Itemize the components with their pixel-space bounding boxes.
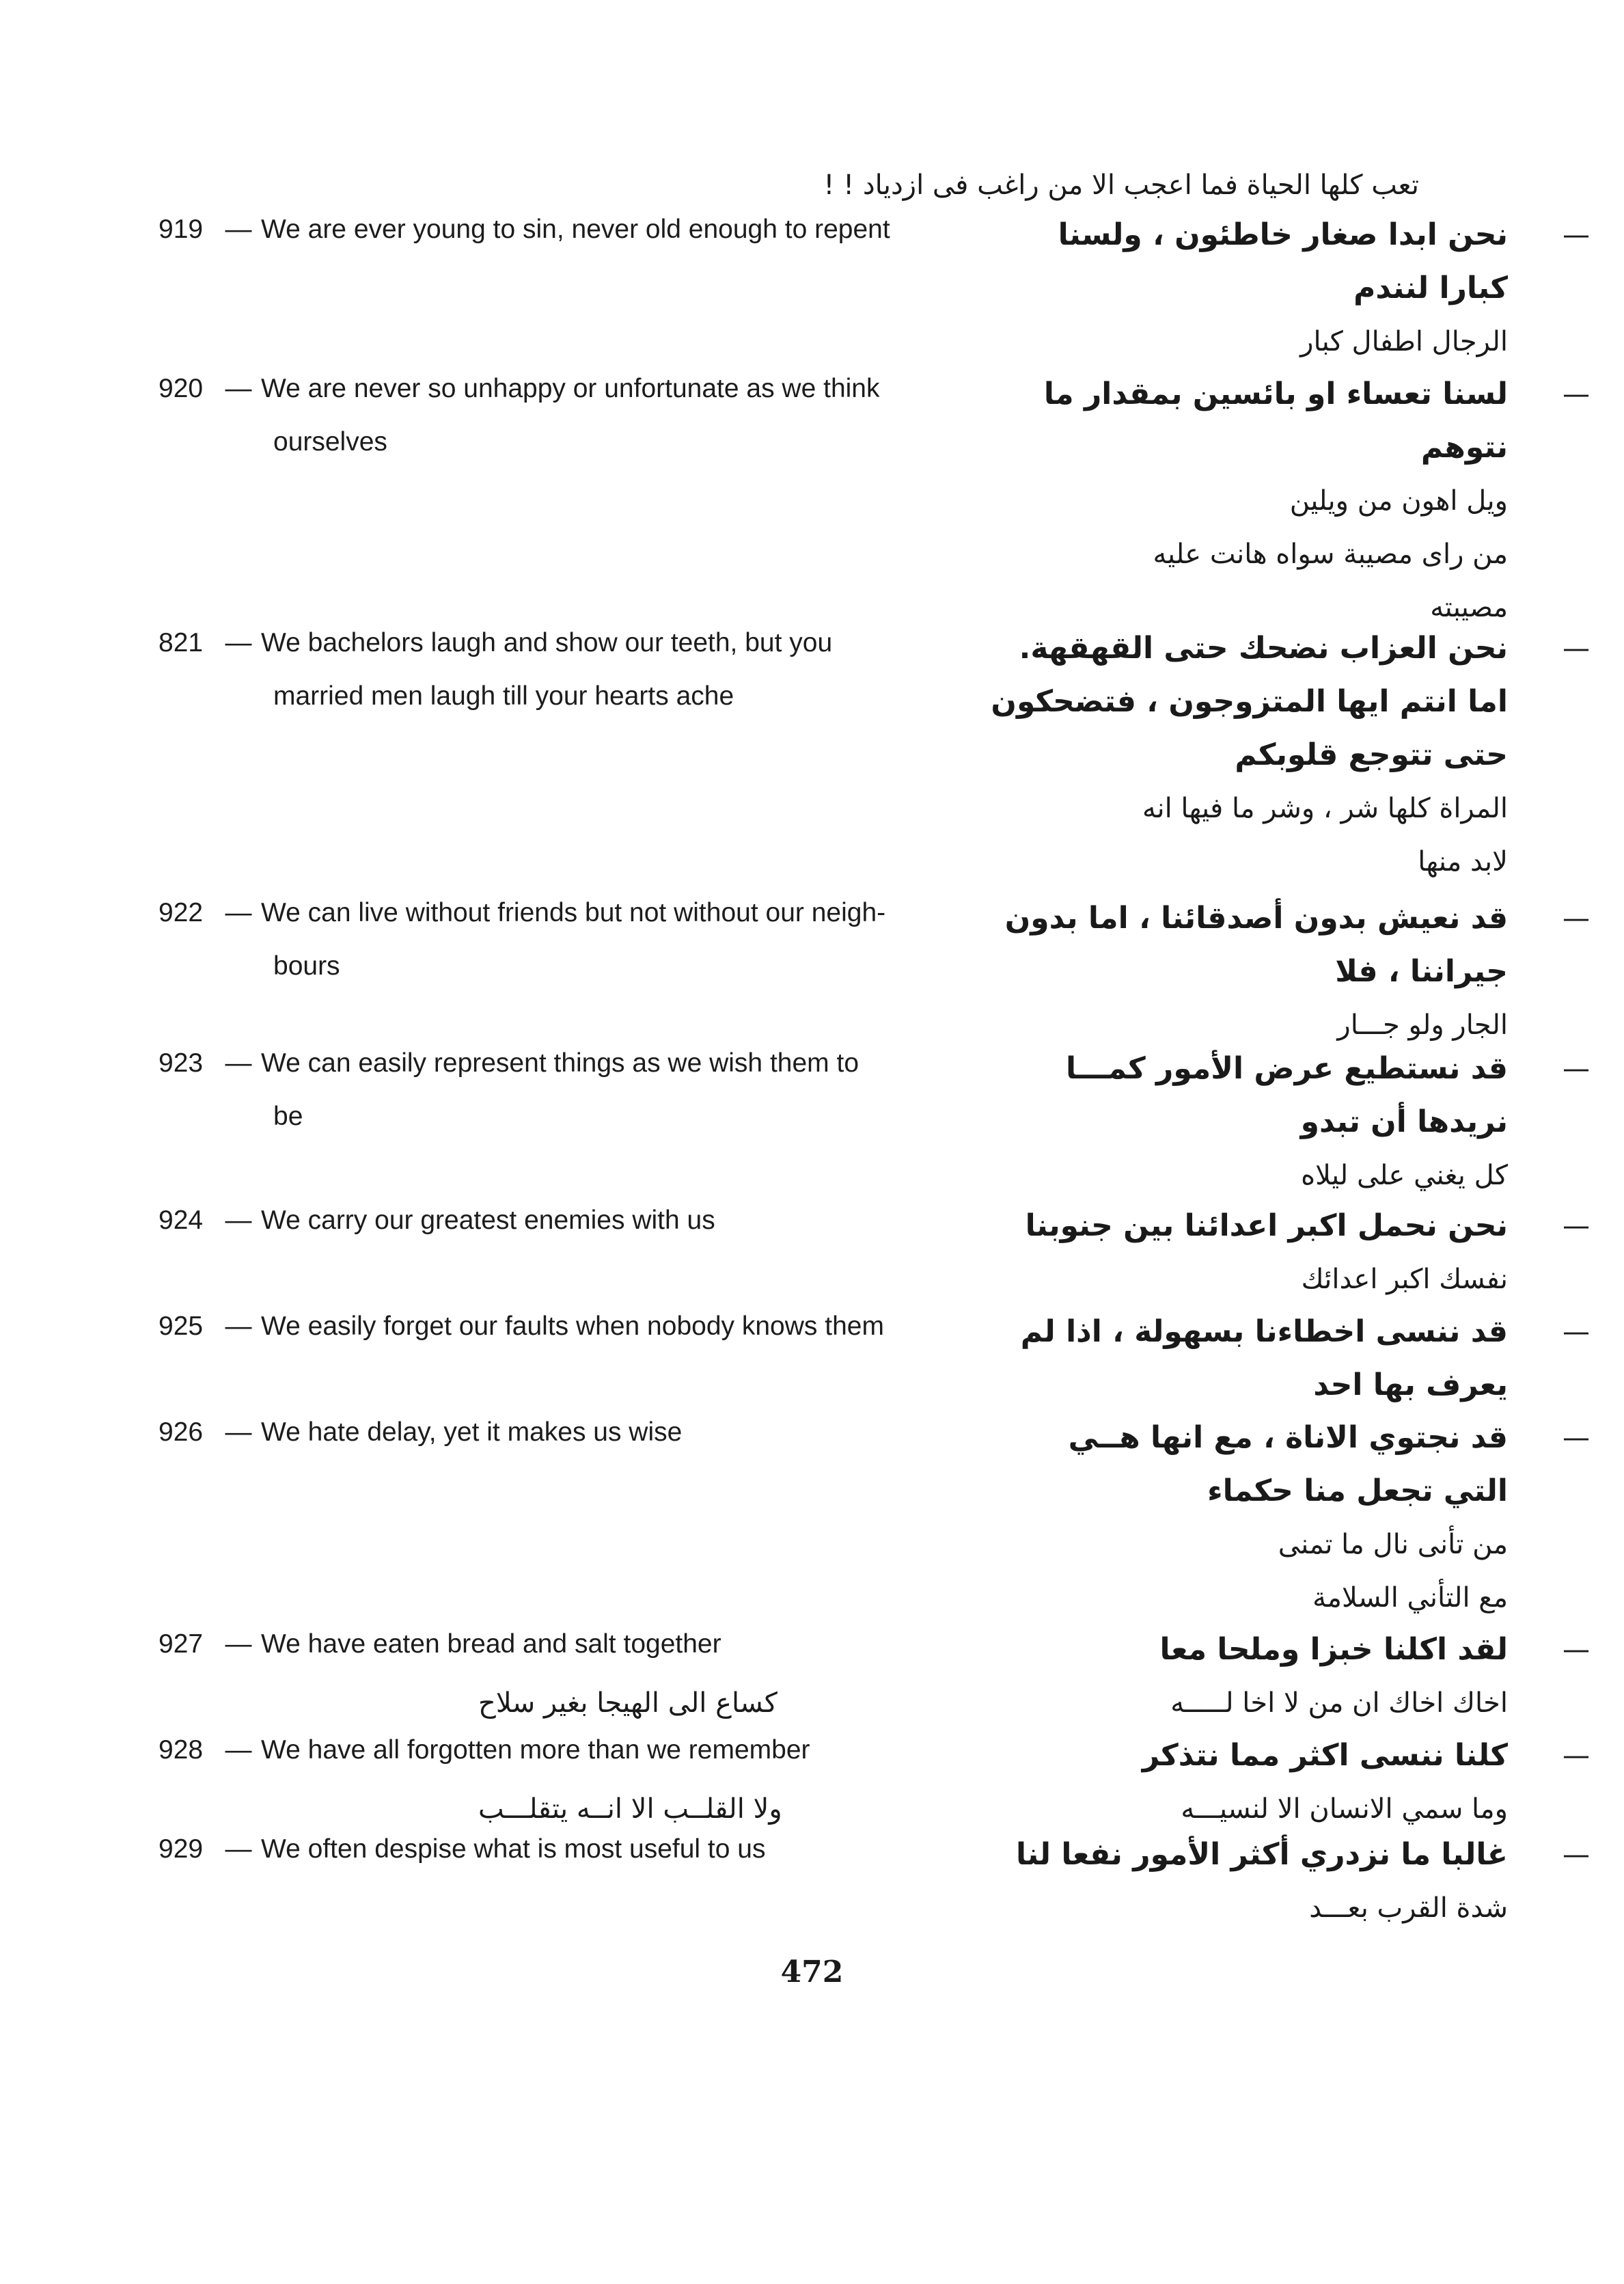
entry-dash: — [225,1417,252,1447]
entry-number: 925 [159,1311,204,1341]
arabic-proverb: نحن نحمل اكبر اعدائنا بين جنوبنا [1025,1208,1508,1243]
arabic-equivalent: ويل اهون من ويلين [1289,485,1508,517]
english-text: We carry our greatest enemies with us [261,1206,715,1235]
english-text: We bachelors laugh and show our teeth, but you [261,628,833,657]
english-text: We easily forget our faults when nobody knows them [261,1311,884,1341]
arabic-proverb: لقد اكلنا خبزا وملحا معا [1159,1632,1508,1667]
english-text: We have eaten bread and salt together [261,1629,721,1659]
english-text: We can easily represent things as we wish them to [261,1048,859,1078]
entry-number: 922 [159,898,204,927]
entry-number: 929 [159,1834,204,1864]
arabic-dash: — [1563,1634,1590,1666]
english-entry [159,1300,965,1353]
english-text: We are never so unhappy or unfortunate as we think [261,374,880,403]
arabic-proverb: نحن ابدا صغار خاطئون ، ولسنا [1058,217,1508,252]
arabic-equivalent: كل يغني على ليلاه [1301,1160,1508,1191]
entry-dash: — [225,215,252,244]
arabic-proverb: نحن العزاب نضحك حتى القهقهة. [1019,631,1508,666]
arabic-equivalent: الرجال اطفال كبار [1300,326,1508,357]
english-text-continued: ourselves [273,427,387,457]
arabic-dash: — [1563,1422,1590,1454]
arabic-equivalent: من راى مصيبة سواه هانت عليه [1153,539,1508,570]
english-entry [159,886,965,993]
arabic-dash: — [1563,1740,1590,1771]
arabic-proverb: لسنا تعساء او بائسين بمقدار ما [1043,377,1508,411]
english-entry [159,362,965,469]
entry-dash: — [225,1735,252,1765]
english-entry [159,1406,965,1459]
arabic-proverb: نتوهم [1420,430,1508,465]
arabic-entry [975,622,1590,888]
arabic-verse-left: ولا القلــب الا انــه يتقلـــب [478,1793,782,1825]
arabic-dash: — [1563,903,1590,934]
arabic-dash: — [1563,1053,1590,1085]
entry-dash: — [225,1206,252,1235]
arabic-dash: — [1563,633,1590,664]
arabic-proverb: غالبا ما نزدري أكثر الأمور نفعا لنا [1016,1837,1508,1872]
entry-dash: — [225,628,252,657]
arabic-proverb: كلنا ننسى اكثر مما نتذكر [1142,1738,1508,1773]
english-text-continued: be [273,1102,303,1131]
entry-number: 924 [159,1206,204,1235]
arabic-equivalent: شدة القرب بعـــد [1309,1892,1508,1924]
entry-dash: — [225,374,252,403]
english-entry [159,1194,965,1247]
english-entry [159,203,965,256]
arabic-entry [975,1623,1590,1730]
entry-dash: — [225,1834,252,1864]
english-entry [159,1823,965,1876]
arabic-dash: — [1563,1210,1590,1242]
arabic-proverb: اما انتم ايها المتزوجون ، فتضحكون [991,684,1508,719]
entry-dash: — [225,1048,252,1078]
arabic-equivalent: نفسك اكبر اعدائك [1301,1264,1508,1295]
arabic-verse-left: كساع الى الهيجا بغير سلاح [478,1687,777,1719]
entry-number: 926 [159,1417,204,1447]
arabic-entry [975,1411,1590,1624]
arabic-entry [975,1199,1590,1306]
arabic-equivalent: مع التأني السلامة [1312,1582,1508,1614]
english-text: We can live without friends but not without our neigh- [261,898,886,927]
english-text: We have all forgotten more than we remember [261,1735,810,1765]
arabic-proverb: كبارا لنندم [1353,271,1508,305]
arabic-equivalent: لابد منها [1418,846,1508,878]
arabic-equivalent: وما سمي الانسان الا لنسيـــه [1181,1793,1508,1825]
entry-dash: — [225,1311,252,1341]
entry-dash: — [225,898,252,927]
arabic-entry [975,208,1590,368]
arabic-entry [975,1729,1590,1836]
entry-number: 821 [159,628,204,657]
entry-number: 927 [159,1629,204,1659]
english-text: We often despise what is most useful to us [261,1834,766,1864]
arabic-equivalent: المراة كلها شر ، وشر ما فيها انه [1142,793,1508,824]
entry-number: 919 [159,215,204,244]
arabic-proverb: جيراننا ، فلا [1335,954,1508,989]
intro-verse: تعب كلها الحياة فما اعجب الا من راغب فى ازدياد ! ! [823,169,1419,201]
english-entry [159,616,965,723]
english-text: We hate delay, yet it makes us wise [261,1417,683,1447]
entry-dash: — [225,1629,252,1659]
arabic-proverb: قد نستطيع عرض الأمور كمـــا [1066,1051,1508,1086]
arabic-dash: — [1563,1839,1590,1871]
arabic-equivalent: الجار ولو جـــار [1337,1009,1508,1041]
entry-number: 928 [159,1735,204,1765]
arabic-dash: — [1563,379,1590,410]
page-number: 472 [780,1955,844,1989]
arabic-proverb: قد نجتوي الاناة ، مع انها هــي [1068,1420,1508,1455]
arabic-proverb: قد ننسى اخطاءنا بسهولة ، اذا لم [1020,1314,1508,1349]
arabic-entry [975,1828,1590,1935]
arabic-proverb: قد نعيش بدون أصدقائنا ، اما بدون [1004,901,1508,936]
english-text-continued: bours [273,951,340,981]
arabic-entry [975,368,1590,634]
english-text: We are ever young to sin, never old enough to repent [261,215,890,244]
arabic-entry [975,1305,1590,1412]
arabic-equivalent: اخاك اخاك ان من لا اخا لـــــه [1170,1687,1508,1719]
arabic-proverb: يعرف بها احد [1313,1368,1508,1402]
arabic-equivalent: مصيبته [1430,592,1508,623]
entry-number: 920 [159,374,204,403]
arabic-proverb: نريدها أن تبدو [1300,1104,1508,1139]
entry-number: 923 [159,1048,204,1078]
english-entry [159,1037,965,1143]
arabic-dash: — [1563,1316,1590,1348]
arabic-equivalent: من تأنى نال ما تمنى [1278,1529,1508,1560]
arabic-entry [975,892,1590,1052]
arabic-proverb: حتى تتوجع قلوبكم [1235,737,1508,772]
arabic-entry [975,1042,1590,1202]
english-text-continued: married men laugh till your hearts ache [273,681,734,711]
english-entry [159,1724,965,1777]
english-entry [159,1618,965,1671]
arabic-dash: — [1563,219,1590,251]
arabic-proverb: التي تجعل منا حكماء [1207,1473,1508,1508]
